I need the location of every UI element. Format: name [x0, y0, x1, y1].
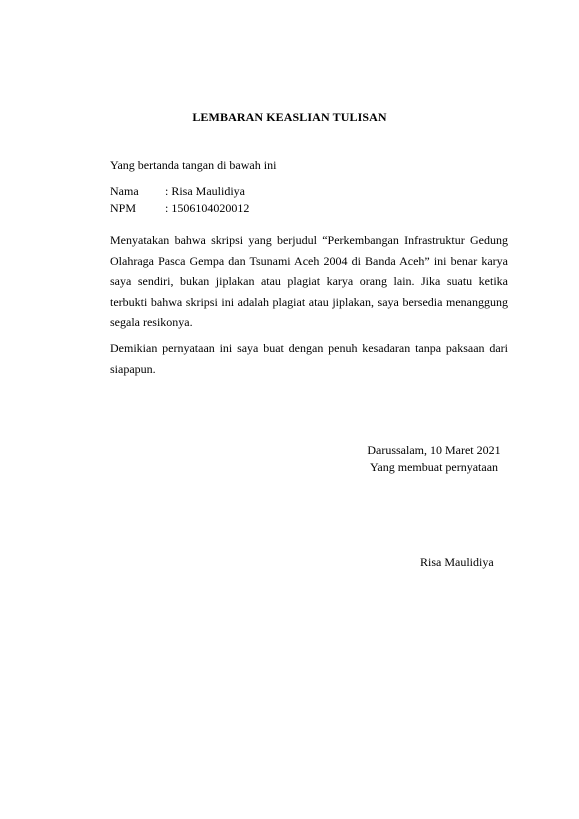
document-title: LEMBARAN KEASLIAN TULISAN	[192, 110, 387, 124]
signature-caption: Yang membuat pernyataan	[369, 460, 499, 474]
closing-paragraph: Demikian pernyataan ini saya buat dengan penuh kesadaran tanpa paksaan dari siapapun.	[110, 341, 508, 376]
field-row-npm	[110, 201, 249, 215]
field-value-nama: : Risa Maulidiya	[165, 184, 245, 198]
field-row-nama	[110, 184, 245, 198]
signature-name: Risa Maulidiya	[420, 555, 494, 569]
statement-paragraph: Menyatakan bahwa skripsi yang berjudul “Perkembangan Infrastruktur Gedung Olahraga Pasca Gempa dan Tsunami Aceh 2004 di Banda Aceh” ini benar karya saya sendiri, bukan jiplakan atau plagiat karya orang lain. Jika suatu ketika terbukti bahwa skripsi ini adalah plagiat atau jiplakan, saya bersedia menanggung segala resikonya.	[110, 233, 508, 329]
field-label-nama: Nama	[110, 184, 139, 198]
field-value-npm: : 1506104020012	[165, 201, 250, 215]
signature-place-date: Darussalam, 10 Maret 2021	[367, 443, 501, 457]
signature-block	[360, 442, 508, 476]
intro-text: Yang bertanda tangan di bawah ini	[110, 158, 277, 172]
field-label-npm: NPM	[110, 201, 137, 215]
